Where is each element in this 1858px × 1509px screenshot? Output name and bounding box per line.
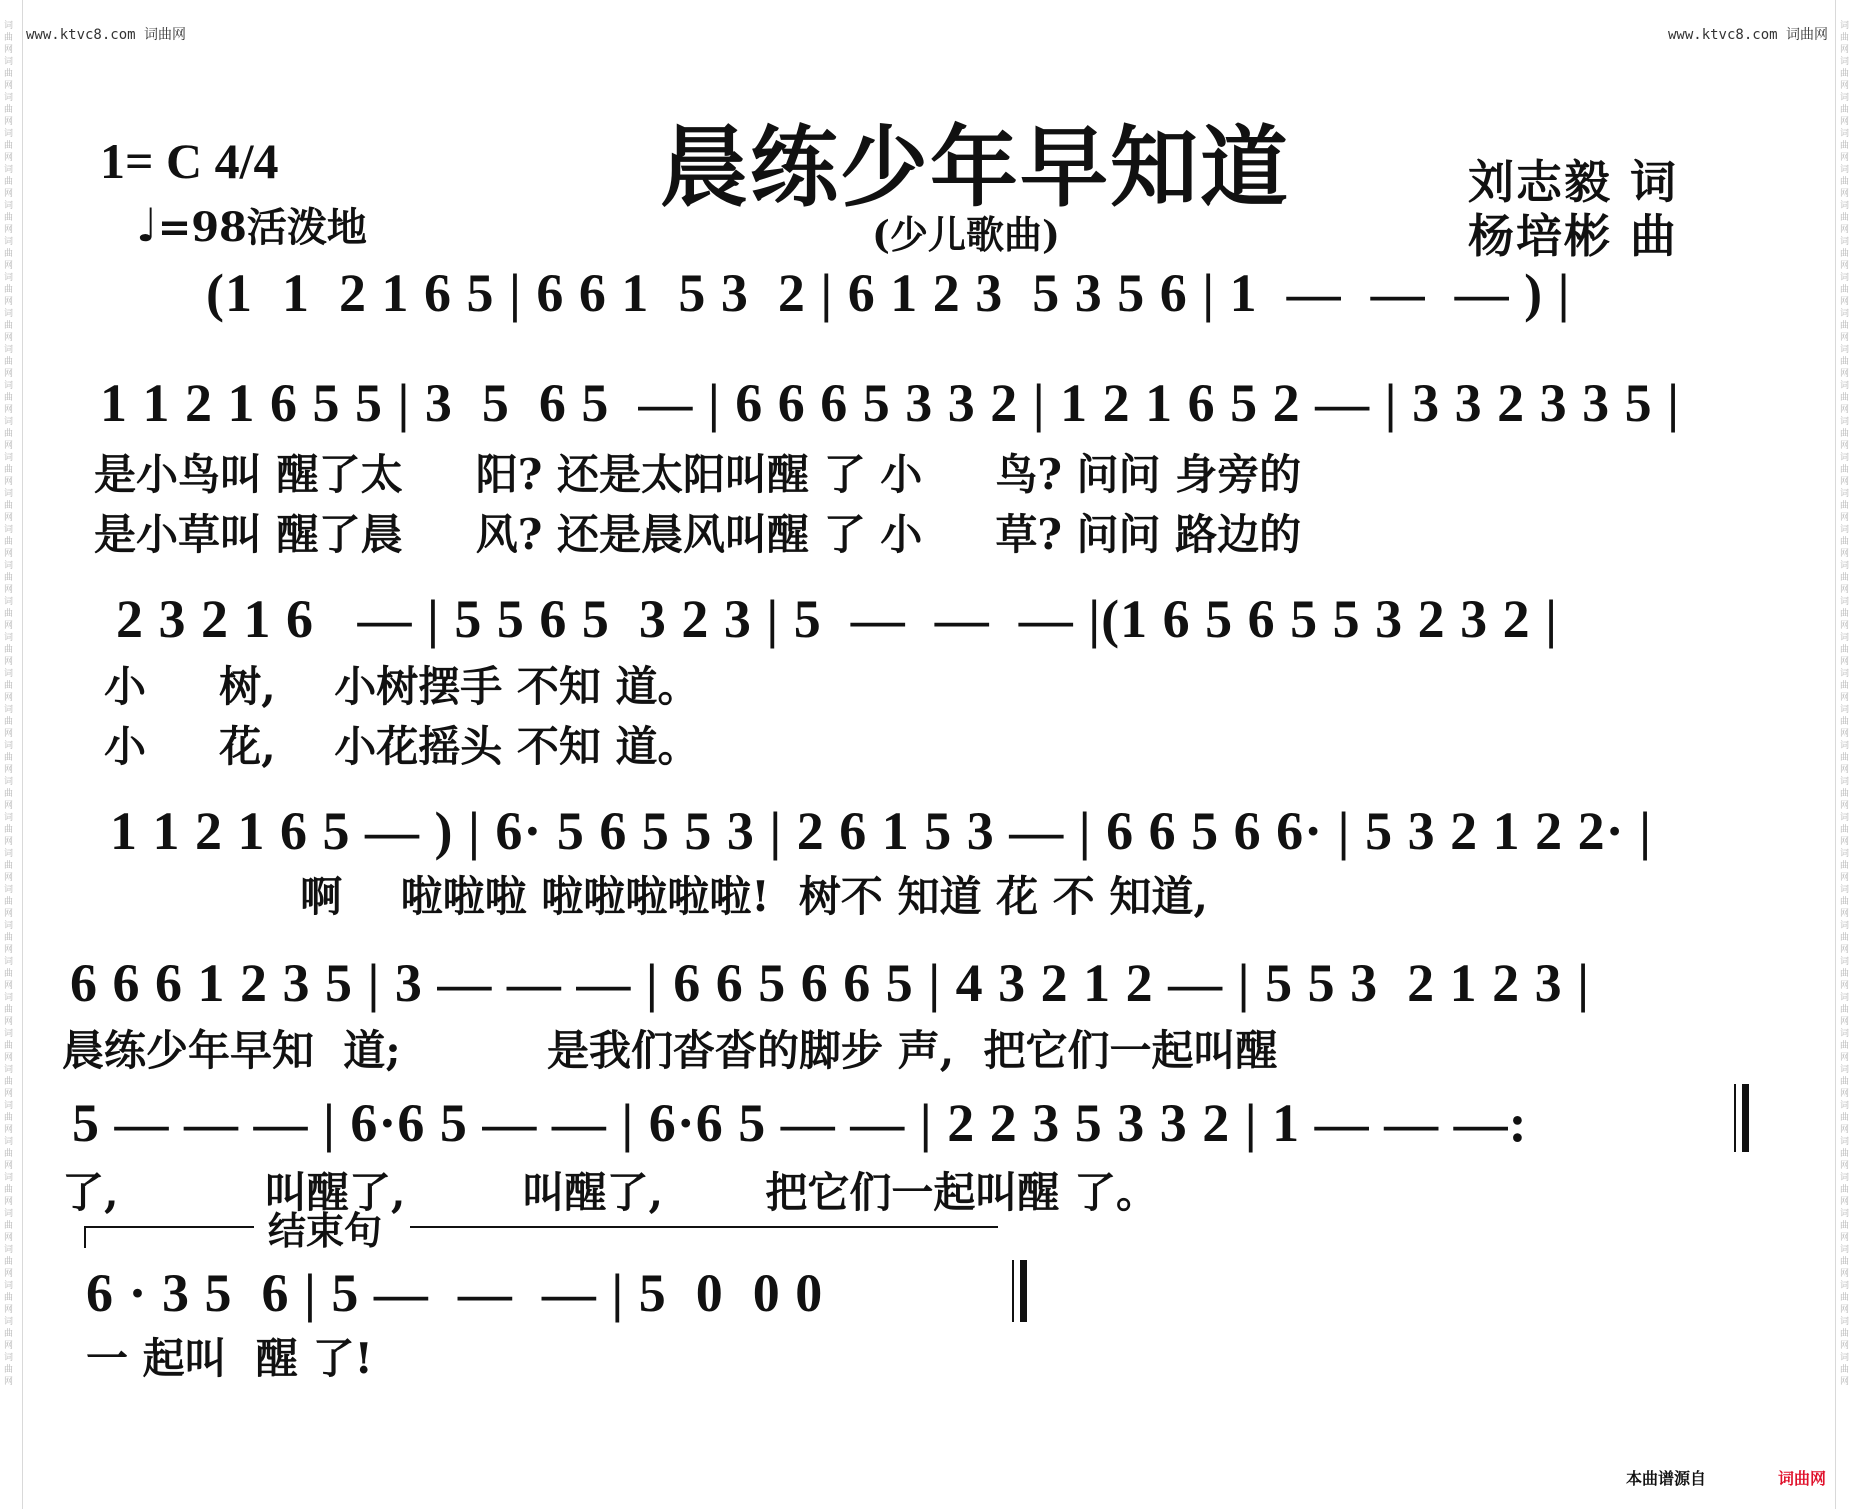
ending-bracket-hook — [84, 1226, 86, 1248]
repeat-barline-thin — [1734, 1084, 1736, 1152]
watermark-label: 词曲网 — [1786, 27, 1828, 43]
key-signature: 1= C 4/4 — [100, 133, 279, 189]
repeat-barline-thick — [1742, 1084, 1749, 1152]
score-line-7-lyric: 一 起叫 醒 了! — [86, 1334, 373, 1383]
ending-bracket-line-left — [84, 1226, 254, 1228]
final-barline-thin — [1012, 1260, 1014, 1322]
score-line-2-notes: 1 1 2 1 6 5 5 | 3 5 6 5 — | 6 6 6 5 3 3 2 | 1 2 1 6 5 2 — | 3 3 2 3 3 5 | — [100, 373, 1680, 433]
score-line-2-lyric-verse-1: 是小鸟叫 醒了太 阳? 还是太阳叫醒 了 小 鸟? 问问 身旁的 — [94, 450, 1302, 499]
score-line-2-lyric-verse-2: 是小草叫 醒了晨 风? 还是晨风叫醒 了 小 草? 问问 路边的 — [94, 510, 1302, 559]
lyricist-credit: 刘志毅 词 — [1468, 155, 1679, 209]
score-line-4-notes: 1 1 2 1 6 5 — ) | 6· 5 6 5 5 3 | 2 6 1 5 3 — | 6 6 5 6 6· | 5 3 2 1 2 2· | — [110, 801, 1652, 861]
watermark-top-right — [1668, 24, 1828, 44]
quarter-note-icon: ♩ — [136, 198, 158, 252]
score-line-6-notes: 5 — — — | 6·6 5 — — | 6·6 5 — — | 2 2 3 5 3 3 2 | 1 — — —: — [72, 1093, 1528, 1153]
composer-credit: 杨培彬 曲 — [1468, 209, 1679, 263]
ending-bracket-line-right — [410, 1226, 998, 1228]
final-barline-thick — [1020, 1260, 1027, 1322]
tempo-marking — [136, 196, 367, 253]
score-line-1-notes: (1 1 2 1 6 5 | 6 6 1 5 3 2 | 6 1 2 3 5 3 5 6 | 1 — — — ) | — [206, 263, 1571, 323]
song-subtitle: (少儿歌曲) — [872, 212, 1060, 257]
footer-source-note: 本曲谱源自 — [1626, 1469, 1707, 1488]
score-line-6-lyric: 了, 叫醒了, 叫醒了, 把它们一起叫醒 了。 — [62, 1168, 1159, 1217]
ending-label: 结束句 — [268, 1208, 383, 1253]
footer-brand-link[interactable]: 词曲网 — [1778, 1469, 1827, 1488]
score-line-3-notes: 2 3 2 1 6 — | 5 5 6 5 3 2 3 | 5 — — — |(1 6 5 6 5 5 3 2 3 2 | — [116, 589, 1559, 649]
score-line-3-lyric-verse-2: 小 花, 小花摇头 不知 道。 — [104, 722, 700, 771]
right-watermark-strip — [1835, 0, 1858, 1509]
score-line-3-lyric-verse-1: 小 树, 小树摆手 不知 道。 — [104, 662, 700, 711]
score-line-5-lyric: 晨练少年早知 道; 是我们沓沓的脚步 声, 把它们一起叫醒 — [62, 1026, 1278, 1075]
watermark-site: www.ktvc8.com — [1667, 27, 1778, 43]
watermark-label: 词曲网 — [144, 27, 187, 43]
left-watermark-strip — [0, 0, 23, 1509]
score-line-5-notes: 6 6 6 1 2 3 5 | 3 — — — | 6 6 5 6 6 5 | 4 3 2 1 2 — | 5 5 3 2 1 2 3 | — [70, 953, 1590, 1013]
score-line-7-notes: 6 · 3 5 6 | 5 — — — | 5 0 0 0 — [86, 1263, 824, 1323]
song-title: 晨练少年早知道 — [660, 115, 1291, 219]
tempo-text: =98活泼地 — [157, 204, 367, 251]
watermark-site: www.ktvc8.com — [26, 27, 136, 43]
left-watermark-text: 词曲网词曲网词曲网词曲网词曲网词曲网词曲网词曲网词曲网词曲网词曲网词曲网词曲网词曲网词曲网词曲网词曲网词曲网词曲网词曲网词曲网词曲网词曲网词曲网词曲网词曲网词曲网词曲网词曲网词曲网词曲网词曲网词曲网词曲网词曲网词曲网词曲网词曲网 — [4, 21, 14, 1387]
right-watermark-text: 词曲网词曲网词曲网词曲网词曲网词曲网词曲网词曲网词曲网词曲网词曲网词曲网词曲网词曲网词曲网词曲网词曲网词曲网词曲网词曲网词曲网词曲网词曲网词曲网词曲网词曲网词曲网词曲网词曲网词曲网词曲网词曲网词曲网词曲网词曲网词曲网词曲网词曲网 — [1840, 21, 1850, 1387]
watermark-top-left — [26, 24, 186, 44]
score-line-4-lyric: 啊 啦啦啦 啦啦啦啦啦! 树不 知道 花 不 知道, — [110, 872, 1208, 921]
